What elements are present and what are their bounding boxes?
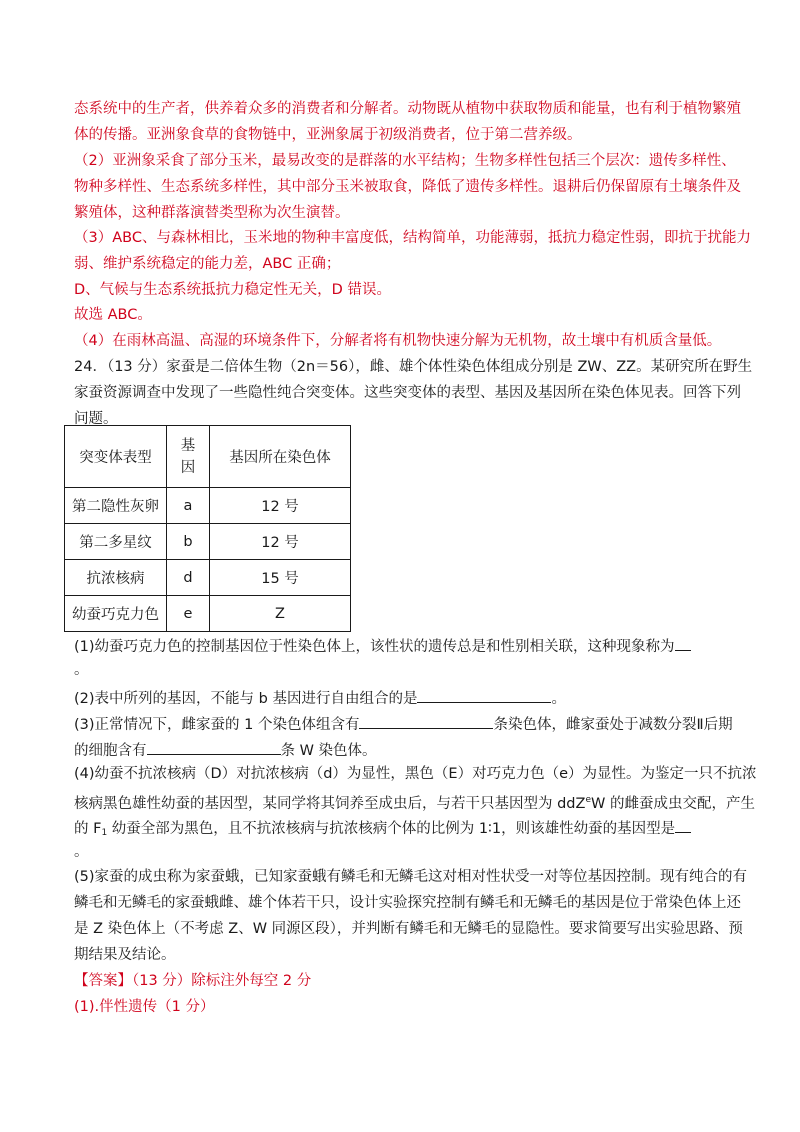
answer-paragraph-2: 物种多样性、生态系统多样性，其中部分玉米被取食，降低了遗传多样性。退耕后仍保留原有土壤条件及 — [74, 179, 741, 195]
answer-item-1: (1).伴性遗传（1 分） — [74, 999, 215, 1015]
subquestion-1: (1)幼蚕巧克力色的控制基因位于性染色体上，该性状的遗传总是和性别相关联，这种现象称为 — [74, 634, 691, 657]
table-cell: 15 号 — [210, 560, 351, 596]
table-header-cell: 基因所在染色体 — [210, 426, 351, 488]
answer-paragraph-3: （3）ABC、与森林相比，玉米地的物种丰富度低，结构简单，功能薄弱，抵抗力稳定性弱，即抗于扰能力 — [74, 230, 751, 246]
answer-paragraph-2: 繁殖体，这种群落演替类型称为次生演替。 — [74, 205, 350, 221]
table-cell: b — [167, 524, 210, 560]
subquestion-4: 。 — [74, 844, 89, 860]
subquestion-5: (5)家蚕的成虫称为家蚕蛾，已知家蚕蛾有鳞毛和无鳞毛这对相对性状受一对等位基因控制。现有纯合的有 — [74, 869, 748, 885]
subquestion-5: 鳞毛和无鳞毛的家蚕蛾雌、雄个体若干只，设计实验探究控制有鳞毛和无鳞毛的基因是位于常染色体上还 — [74, 895, 741, 911]
answer-blank[interactable] — [359, 712, 493, 729]
table-row — [65, 524, 351, 560]
mutant-table — [64, 425, 351, 632]
table-cell: 12 号 — [210, 488, 351, 524]
answer-blank[interactable] — [417, 686, 551, 703]
answer-paragraph-3: 故选 ABC。 — [74, 307, 152, 323]
answer-header — [74, 971, 311, 991]
answer-blank[interactable] — [147, 738, 281, 755]
table-row — [65, 488, 351, 524]
answer-blank[interactable] — [675, 816, 691, 833]
answer-paragraph-1: 体的传播。亚洲象食草的食物链中，亚洲象属于初级消费者，位于第二营养级。 — [74, 127, 582, 143]
answer-paragraph-3: 弱、维护系统稳定的能力差，ABC 正确； — [74, 256, 341, 272]
table-cell: 幼蚕巧克力色 — [65, 596, 167, 632]
table-cell: Z — [210, 596, 351, 632]
table-header-cell: 突变体表型 — [65, 426, 167, 488]
table-header-cell: 基 因 — [167, 426, 210, 488]
subquestion-3: (3)正常情况下，雌家蚕的 1 个染色体组含有 条染色体，雌家蚕处于减数分裂Ⅱ后期 — [74, 712, 733, 735]
subquestion-2: (2)表中所列的基因，不能与 b 基因进行自由组合的是 。 — [74, 686, 566, 709]
subquestion-5: 是 Z 染色体上（不考虑 Z、W 同源区段），并判断有鳞毛和无鳞毛的显隐性。要求简要写出实验思路、预 — [74, 921, 743, 937]
subquestion-1: 。 — [74, 662, 89, 678]
question-intro: 24．（13 分）家蚕是二倍体生物（2n＝56），雌、雄个体性染色体组成分别是 ZW、ZZ。某研究所在野生 — [74, 359, 753, 375]
answer-paragraph-2: （2）亚洲象采食了部分玉米，最易改变的是群落的水平结构；生物多样性包括三个层次：遗传多样性、 — [74, 153, 736, 169]
answer-paragraph-4: （4）在雨林高温、高湿的环境条件下，分解者将有机物快速分解为无机物，故土壤中有机质含量低。 — [74, 333, 722, 349]
answer-paragraph-3: D、气候与生态系统抵抗力稳定性无关，D 错误。 — [74, 282, 391, 298]
table-cell: d — [167, 560, 210, 596]
answer-note: （13 分）除标注外每空 2 分 — [132, 973, 312, 989]
question-intro: 家蚕资源调查中发现了一些隐性纯合突变体。这些突变体的表型、基因及基因所在染色体见表。回答下列 — [74, 385, 741, 401]
table-cell: 第二隐性灰卵 — [65, 488, 167, 524]
question-intro: 问题。 — [74, 411, 118, 427]
answer-blank[interactable] — [675, 634, 691, 651]
table-row — [65, 596, 351, 632]
subquestion-4: 的 $F_1$ 幼蚕全部为黑色，且不抗浓核病与抗浓核病个体的比例为 1∶1，则该雄性幼蚕的基因型是 — [74, 816, 691, 843]
subquestion-4: (4)幼蚕不抗浓核病（D）对抗浓核病（d）为显性，黑色（E）对巧克力色（e）为显性。为鉴定一只不抗浓 — [74, 766, 757, 782]
subquestion-4: 核病黑色雄性幼蚕的基因型，某同学将其饲养至成虫后，与若干只基因型为 ddZ$^e$W 的雌蚕成虫交配，产生 — [74, 795, 755, 812]
subquestion-5: 期结果及结论。 — [74, 947, 176, 963]
table-cell: e — [167, 596, 210, 632]
subquestion-3: 的细胞含有 条 W 染色体。 — [74, 738, 377, 761]
table-cell: a — [167, 488, 210, 524]
table-header-row — [65, 426, 351, 488]
answer-label: 【答案】 — [74, 973, 132, 989]
table-cell: 第二多星纹 — [65, 524, 167, 560]
answer-paragraph-1: 态系统中的生产者，供养着众多的消费者和分解者。动物既从植物中获取物质和能量，也有利于植物繁殖 — [74, 101, 741, 117]
table-row — [65, 560, 351, 596]
table-cell: 12 号 — [210, 524, 351, 560]
table-cell: 抗浓核病 — [65, 560, 167, 596]
